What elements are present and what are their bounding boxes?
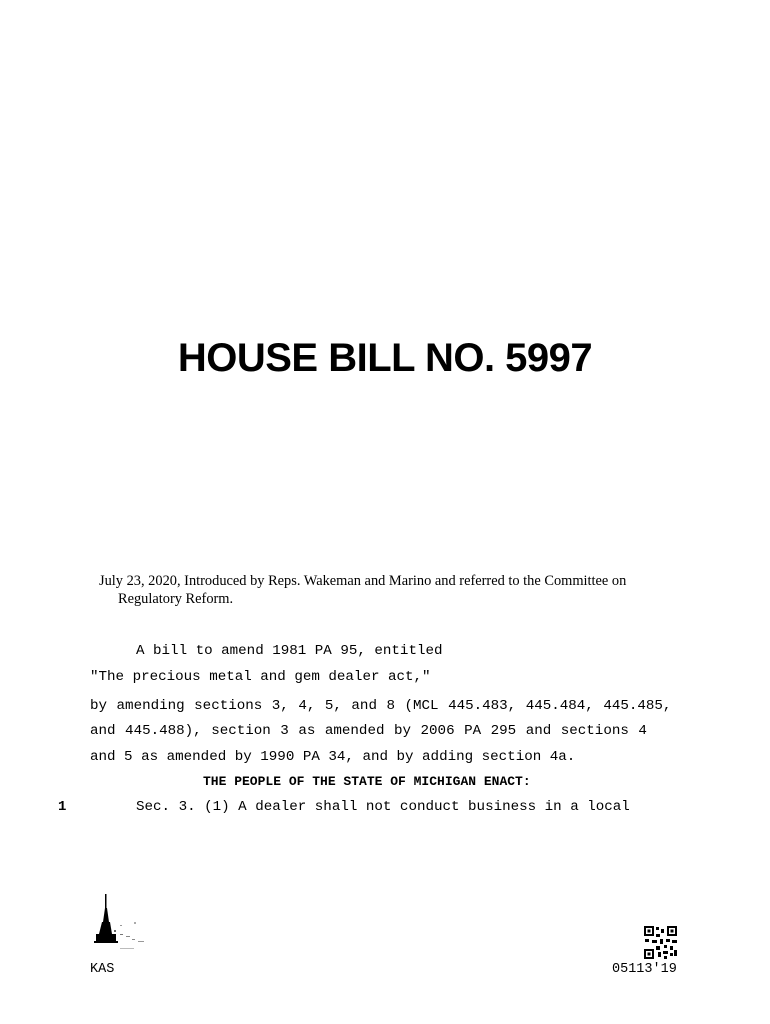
capitol-seal-icon <box>90 892 152 952</box>
bill-text-section-line: Sec. 3. (1) A dealer shall not conduct business in a local <box>136 799 630 815</box>
introduction-line-2: Regulatory Reform. <box>118 591 234 607</box>
drafter-initials: KAS <box>90 962 115 977</box>
line-number: 1 <box>58 799 67 815</box>
bill-title: HOUSE BILL NO. 5997 <box>177 336 593 380</box>
enacting-clause: THE PEOPLE OF THE STATE OF MICHIGAN ENACT: <box>203 774 531 789</box>
document-code: 05113'19 <box>612 962 677 977</box>
bill-text-line-4: and 445.488), section 3 as amended by 2006 PA 295 and sections 4 <box>90 723 647 739</box>
bill-text-line-2: "The precious metal and gem dealer act," <box>90 669 431 685</box>
introduction-note <box>99 572 674 608</box>
introduction-line-1: July 23, 2020, Introduced by Reps. Wakeman and Marino and referred to the Committee on <box>99 573 627 589</box>
bill-text-line-5: and 5 as amended by 1990 PA 34, and by adding section 4a. <box>90 749 576 765</box>
qr-code-icon <box>644 926 677 959</box>
bill-text-line-1: A bill to amend 1981 PA 95, entitled <box>136 643 443 659</box>
bill-text-line-3: by amending sections 3, 4, 5, and 8 (MCL 445.483, 445.484, 445.485, <box>90 698 672 714</box>
